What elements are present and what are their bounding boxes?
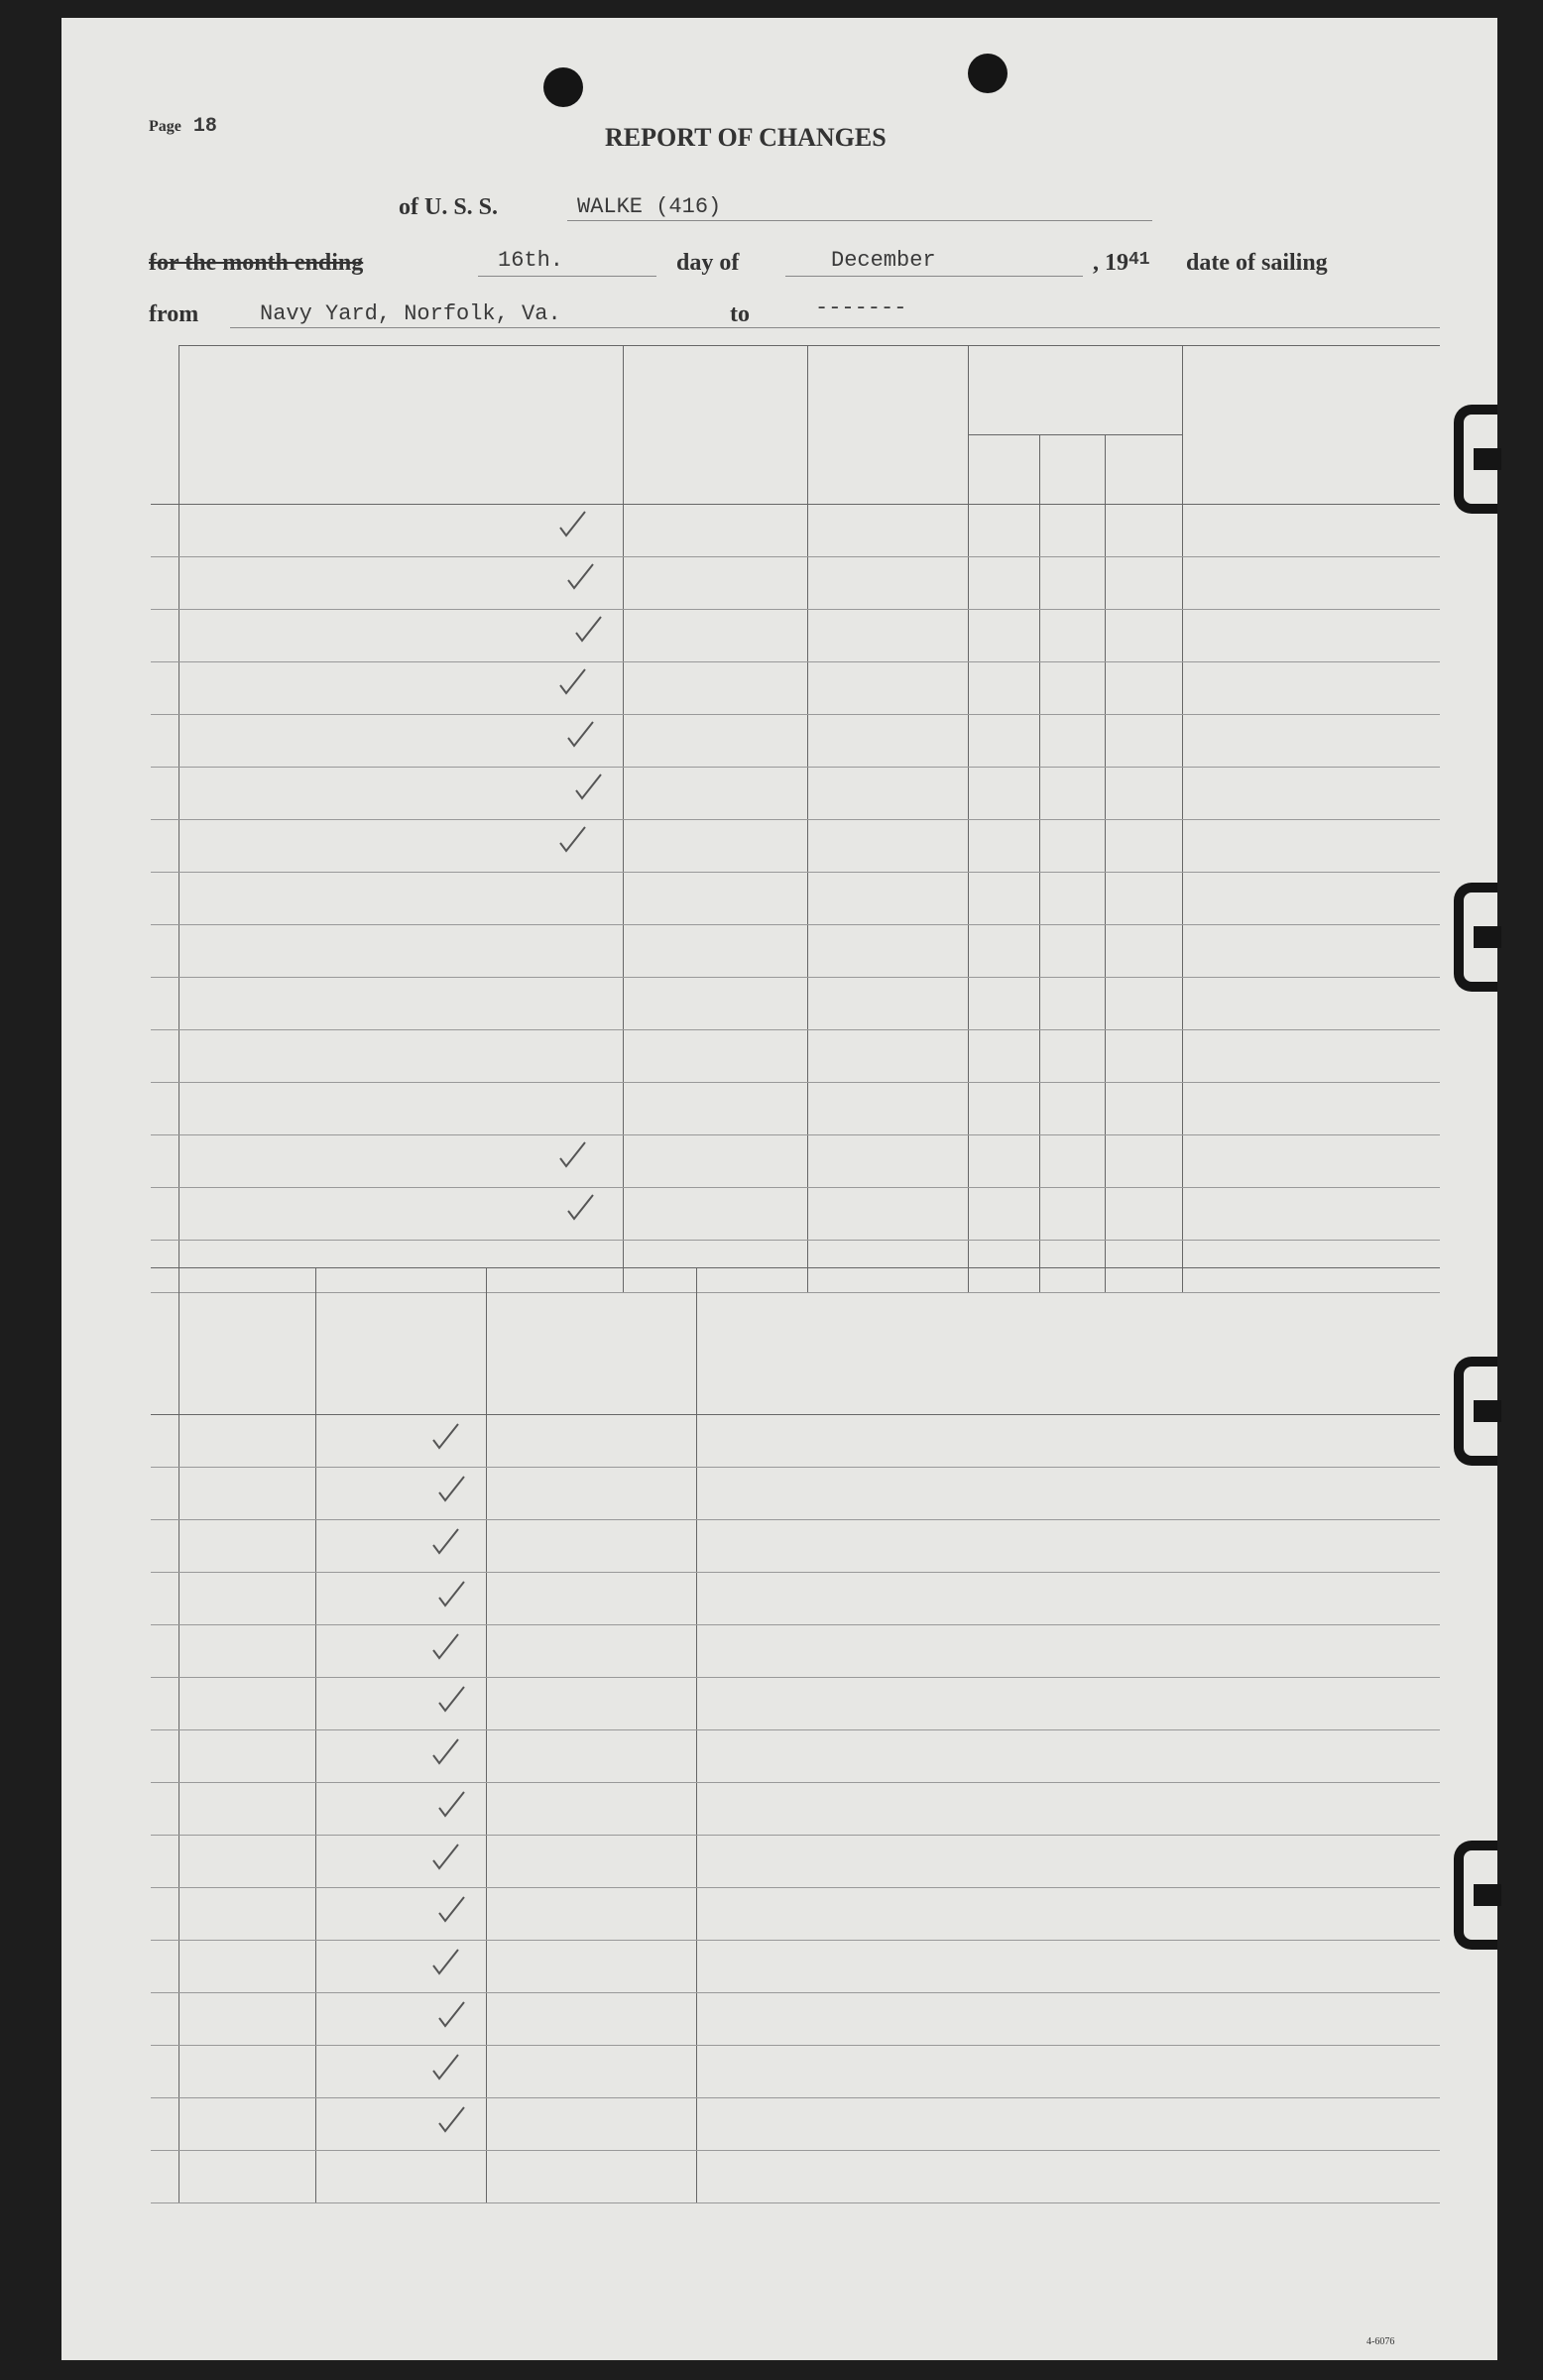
row-rule bbox=[151, 1029, 1440, 1030]
table-rule bbox=[178, 345, 1440, 346]
date-of-sailing-label: date of sailing bbox=[1186, 250, 1328, 276]
ship-label: of U. S. S. bbox=[399, 194, 499, 220]
row-rule bbox=[151, 872, 1440, 873]
row-rule bbox=[151, 1292, 1440, 1293]
row-rule bbox=[151, 1519, 1440, 1520]
row-rule bbox=[151, 819, 1440, 820]
row-rule bbox=[151, 714, 1440, 715]
punch-hole bbox=[968, 54, 1008, 93]
check-mark bbox=[565, 720, 595, 750]
row-rule bbox=[151, 1835, 1440, 1836]
row-rule bbox=[151, 2097, 1440, 2098]
check-mark bbox=[430, 1948, 460, 1977]
row-rule bbox=[151, 767, 1440, 768]
month-ending-label: for the month ending bbox=[149, 250, 364, 276]
check-mark bbox=[565, 1193, 595, 1223]
check-mark bbox=[436, 1580, 466, 1609]
row-rule bbox=[151, 1240, 1440, 1241]
check-mark bbox=[557, 1140, 587, 1170]
row-rule bbox=[151, 1782, 1440, 1783]
check-mark bbox=[565, 562, 595, 592]
check-mark bbox=[436, 1475, 466, 1504]
row-rule bbox=[151, 1729, 1440, 1730]
check-mark bbox=[430, 2053, 460, 2082]
column-rule bbox=[315, 1267, 316, 2202]
row-rule bbox=[151, 1572, 1440, 1573]
row-rule bbox=[151, 2202, 1440, 2203]
row-rule bbox=[151, 1082, 1440, 1083]
year-label: , $19^{41}$ bbox=[1093, 250, 1150, 276]
check-mark bbox=[430, 1632, 460, 1662]
check-mark bbox=[430, 1843, 460, 1872]
row-rule bbox=[151, 609, 1440, 610]
binder-clip bbox=[1454, 1841, 1497, 1950]
row-rule bbox=[151, 1134, 1440, 1135]
row-rule bbox=[151, 1187, 1440, 1188]
row-rule bbox=[151, 1624, 1440, 1625]
report-page bbox=[61, 18, 1497, 2360]
check-mark bbox=[557, 510, 587, 539]
from-value: Navy Yard, Norfolk, Va. bbox=[260, 301, 561, 326]
row-rule bbox=[151, 1887, 1440, 1888]
day-value: 16th. bbox=[498, 248, 564, 273]
month-value: December bbox=[831, 248, 936, 273]
row-rule bbox=[151, 977, 1440, 978]
table-rule bbox=[151, 1414, 1440, 1415]
check-mark bbox=[573, 615, 603, 645]
form-number: 4-6076 bbox=[1366, 2336, 1395, 2347]
column-rule bbox=[1105, 434, 1106, 1292]
row-rule bbox=[151, 1677, 1440, 1678]
binder-clip bbox=[1454, 405, 1497, 514]
row-rule bbox=[151, 2045, 1440, 2046]
column-rule bbox=[178, 1267, 179, 2202]
row-rule bbox=[151, 556, 1440, 557]
punch-hole bbox=[543, 67, 583, 107]
table-rule bbox=[151, 504, 1440, 505]
to-label: to bbox=[730, 301, 750, 327]
row-rule bbox=[151, 1467, 1440, 1468]
from-label: from bbox=[149, 301, 199, 327]
check-mark bbox=[430, 1422, 460, 1452]
row-rule bbox=[151, 924, 1440, 925]
row-rule bbox=[151, 1992, 1440, 1993]
check-mark bbox=[557, 667, 587, 697]
check-mark bbox=[557, 825, 587, 855]
check-mark bbox=[436, 1685, 466, 1715]
check-mark bbox=[430, 1737, 460, 1767]
day-of-label: day of bbox=[676, 250, 740, 276]
row-rule bbox=[151, 1940, 1440, 1941]
to-value: ------- bbox=[815, 296, 907, 320]
column-rule bbox=[696, 1267, 697, 2202]
check-mark bbox=[436, 2000, 466, 2030]
check-mark bbox=[430, 1527, 460, 1557]
row-rule bbox=[151, 2150, 1440, 2151]
column-rule bbox=[1039, 434, 1040, 1292]
binder-clip bbox=[1454, 1357, 1497, 1466]
check-mark bbox=[436, 2105, 466, 2135]
table-rule bbox=[151, 1267, 1440, 1268]
column-rule bbox=[486, 1267, 487, 2202]
table-rule bbox=[968, 434, 1182, 435]
check-mark bbox=[573, 773, 603, 802]
binder-clip bbox=[1454, 883, 1497, 992]
ship-name: WALKE (416) bbox=[577, 194, 722, 219]
check-mark bbox=[436, 1790, 466, 1820]
page-label: Page 18 bbox=[149, 115, 217, 138]
report-title: REPORT OF CHANGES bbox=[605, 123, 887, 152]
row-rule bbox=[151, 661, 1440, 662]
check-mark bbox=[436, 1895, 466, 1925]
